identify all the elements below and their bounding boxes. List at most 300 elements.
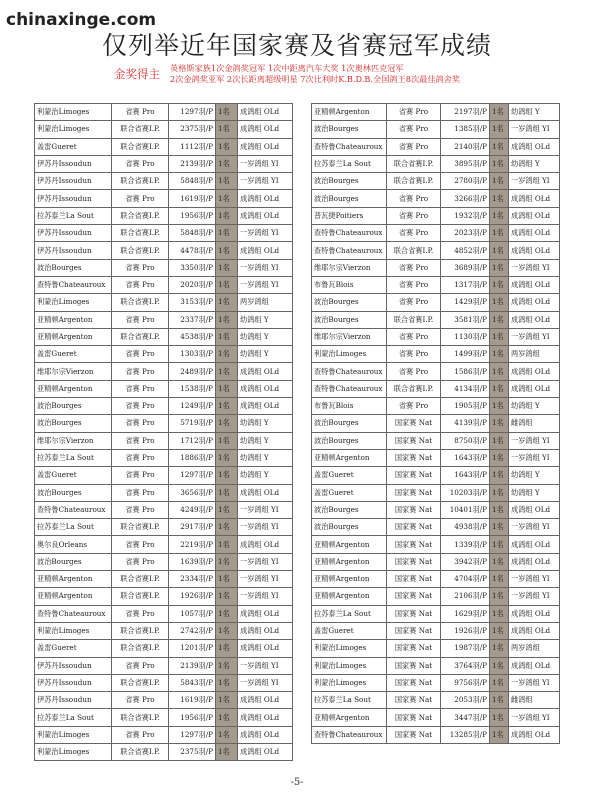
age-class-cell: 幼鸽组 Y bbox=[238, 467, 293, 484]
table-row bbox=[312, 640, 560, 657]
race-location-cell: 布鲁瓦Blois bbox=[312, 276, 387, 293]
bird-count-cell: 1956羽/P bbox=[169, 207, 216, 224]
table-row bbox=[35, 622, 293, 639]
table-row bbox=[35, 155, 293, 172]
table-row bbox=[312, 674, 560, 691]
race-location-cell: 亚精顿Argenton bbox=[312, 709, 387, 726]
race-level-cell: 国家赛 Nat bbox=[387, 709, 441, 726]
results-table-left bbox=[34, 103, 293, 761]
rank-cell: 1名 bbox=[216, 398, 238, 415]
age-class-cell: 一岁鸽组 YI bbox=[238, 519, 293, 536]
race-location-cell: 利蒙治Limoges bbox=[312, 346, 387, 363]
bird-count-cell: 1317羽/P bbox=[441, 276, 490, 293]
bird-count-cell: 4249羽/P bbox=[169, 501, 216, 518]
race-location-cell: 伊苏丹Issoudun bbox=[35, 173, 112, 190]
race-level-cell: 省赛 Pro bbox=[112, 501, 169, 518]
race-location-cell: 波治Bourges bbox=[35, 398, 112, 415]
age-class-cell: 成鸽组 OLd bbox=[238, 363, 293, 380]
race-level-cell: 联合省赛I.P. bbox=[112, 519, 169, 536]
race-location-cell: 利蒙治Limoges bbox=[35, 121, 112, 138]
bird-count-cell: 2023羽/P bbox=[441, 225, 490, 242]
table-row bbox=[312, 501, 560, 518]
rank-cell: 1名 bbox=[216, 432, 238, 449]
race-location-cell: 查特鲁Chateauroux bbox=[312, 138, 387, 155]
rank-cell: 1名 bbox=[216, 346, 238, 363]
race-level-cell: 省赛 Pro bbox=[387, 121, 441, 138]
age-class-cell: 幼鸽组 Y bbox=[509, 467, 560, 484]
race-location-cell: 查特鲁Chateauroux bbox=[312, 380, 387, 397]
race-level-cell: 联合省赛I.P. bbox=[112, 674, 169, 691]
race-level-cell: 省赛 Pro bbox=[387, 398, 441, 415]
table-row bbox=[35, 346, 293, 363]
race-location-cell: 盖雷Gueret bbox=[35, 640, 112, 657]
rank-cell: 1名 bbox=[490, 346, 509, 363]
table-row bbox=[35, 276, 293, 293]
race-level-cell: 省赛 Pro bbox=[112, 467, 169, 484]
award-line-1: 英格斯家族1次金鸽奖冠军 1次中距离汽车大奖 1次奥林匹克冠军 bbox=[170, 63, 404, 73]
table-row bbox=[35, 294, 293, 311]
table-row bbox=[35, 380, 293, 397]
rank-cell: 1名 bbox=[216, 311, 238, 328]
age-class-cell: 成鸽组 OLd bbox=[238, 121, 293, 138]
race-level-cell: 联合省赛I.P. bbox=[112, 622, 169, 639]
bird-count-cell: 3266羽/P bbox=[441, 190, 490, 207]
bird-count-cell: 1619羽/P bbox=[169, 692, 216, 709]
race-location-cell: 亚精顿Argenton bbox=[35, 380, 112, 397]
race-location-cell: 盖雷Gueret bbox=[312, 467, 387, 484]
race-level-cell: 省赛 Pro bbox=[387, 104, 441, 121]
rank-cell: 1名 bbox=[216, 449, 238, 466]
race-location-cell: 波治Bourges bbox=[312, 121, 387, 138]
race-location-cell: 维耶尔宗Vierzon bbox=[35, 432, 112, 449]
table-row bbox=[35, 674, 293, 691]
bird-count-cell: 2375羽/P bbox=[169, 743, 216, 760]
race-location-cell: 拉苏泰兰La Sout bbox=[312, 605, 387, 622]
table-row bbox=[35, 415, 293, 432]
race-level-cell: 国家赛 Nat bbox=[387, 432, 441, 449]
race-location-cell: 伊苏丹Issoudun bbox=[35, 225, 112, 242]
rank-cell: 1名 bbox=[490, 225, 509, 242]
rank-cell: 1名 bbox=[216, 709, 238, 726]
table-row bbox=[35, 104, 293, 121]
age-class-cell: 成鸽组 OLd bbox=[238, 484, 293, 501]
rank-cell: 1名 bbox=[216, 622, 238, 639]
table-row bbox=[35, 501, 293, 518]
race-level-cell: 省赛 Pro bbox=[112, 553, 169, 570]
age-class-cell: 成鸽组 OLd bbox=[238, 104, 293, 121]
race-level-cell: 省赛 Pro bbox=[112, 726, 169, 743]
bird-count-cell: 1130羽/P bbox=[441, 328, 490, 345]
race-level-cell: 联合省赛I.P. bbox=[112, 225, 169, 242]
race-location-cell: 拉苏泰兰La Sout bbox=[35, 449, 112, 466]
table-row bbox=[312, 346, 560, 363]
age-class-cell: 幼鸽组 Y bbox=[509, 398, 560, 415]
bird-count-cell: 1905羽/P bbox=[441, 398, 490, 415]
age-class-cell: 成鸽组 OLd bbox=[238, 242, 293, 259]
age-class-cell: 幼鸽组 Y bbox=[238, 415, 293, 432]
bird-count-cell: 3895羽/P bbox=[441, 155, 490, 172]
rank-cell: 1名 bbox=[490, 276, 509, 293]
table-row bbox=[312, 709, 560, 726]
race-location-cell: 盖雷Gueret bbox=[35, 138, 112, 155]
race-location-cell: 利蒙治Limoges bbox=[35, 104, 112, 121]
race-level-cell: 联合省赛I.P. bbox=[112, 571, 169, 588]
bird-count-cell: 2742羽/P bbox=[169, 622, 216, 639]
race-location-cell: 亚精顿Argenton bbox=[35, 328, 112, 345]
rank-cell: 1名 bbox=[490, 207, 509, 224]
rank-cell: 1名 bbox=[216, 484, 238, 501]
age-class-cell: 成鸽组 OLd bbox=[509, 553, 560, 570]
race-level-cell: 国家赛 Nat bbox=[387, 415, 441, 432]
race-level-cell: 联合省赛I.P. bbox=[112, 709, 169, 726]
age-class-cell: 雌鸽组 bbox=[509, 415, 560, 432]
race-level-cell: 省赛 Pro bbox=[112, 276, 169, 293]
bird-count-cell: 5719羽/P bbox=[169, 415, 216, 432]
race-level-cell: 国家赛 Nat bbox=[387, 519, 441, 536]
race-location-cell: 波治Bourges bbox=[312, 519, 387, 536]
table-row bbox=[312, 553, 560, 570]
race-location-cell: 波治Bourges bbox=[35, 259, 112, 276]
bird-count-cell: 1057羽/P bbox=[169, 605, 216, 622]
rank-cell: 1名 bbox=[490, 242, 509, 259]
race-level-cell: 国家赛 Nat bbox=[387, 640, 441, 657]
age-class-cell: 成鸽组 OLd bbox=[509, 501, 560, 518]
race-location-cell: 查特鲁Chateauroux bbox=[312, 225, 387, 242]
bird-count-cell: 3656羽/P bbox=[169, 484, 216, 501]
age-class-cell: 一岁鸽组 YI bbox=[509, 588, 560, 605]
bird-count-cell: 5848羽/P bbox=[169, 225, 216, 242]
race-level-cell: 联合省赛I.P. bbox=[112, 121, 169, 138]
race-level-cell: 省赛 Pro bbox=[112, 104, 169, 121]
race-level-cell: 省赛 Pro bbox=[112, 657, 169, 674]
bird-count-cell: 1339羽/P bbox=[441, 536, 490, 553]
bird-count-cell: 2053羽/P bbox=[441, 692, 490, 709]
bird-count-cell: 4852羽/P bbox=[441, 242, 490, 259]
race-level-cell: 国家赛 Nat bbox=[387, 605, 441, 622]
race-level-cell: 联合省赛I.P. bbox=[387, 242, 441, 259]
table-row bbox=[35, 743, 293, 760]
bird-count-cell: 5848羽/P bbox=[169, 173, 216, 190]
table-row bbox=[312, 449, 560, 466]
age-class-cell: 一岁鸽组 YI bbox=[238, 276, 293, 293]
race-location-cell: 拉苏泰兰La Sout bbox=[35, 709, 112, 726]
age-class-cell: 成鸽组 OLd bbox=[238, 640, 293, 657]
bird-count-cell: 1385羽/P bbox=[441, 121, 490, 138]
table-row bbox=[35, 138, 293, 155]
rank-cell: 1名 bbox=[216, 104, 238, 121]
race-location-cell: 盖雷Gueret bbox=[35, 467, 112, 484]
race-location-cell: 拉苏泰兰La Sout bbox=[35, 207, 112, 224]
race-level-cell: 联合省赛I.P. bbox=[112, 328, 169, 345]
bird-count-cell: 1112羽/P bbox=[169, 138, 216, 155]
age-class-cell: 成鸽组 OLd bbox=[509, 207, 560, 224]
race-location-cell: 伊苏丹Issoudun bbox=[35, 657, 112, 674]
age-class-cell: 一岁鸽组 YI bbox=[238, 588, 293, 605]
age-class-cell: 一岁鸽组 YI bbox=[509, 449, 560, 466]
race-level-cell: 省赛 Pro bbox=[112, 449, 169, 466]
bird-count-cell: 1956羽/P bbox=[169, 709, 216, 726]
race-location-cell: 波治Bourges bbox=[312, 432, 387, 449]
race-level-cell: 联合省赛I.P. bbox=[387, 173, 441, 190]
race-location-cell: 伊苏丹Issoudun bbox=[35, 190, 112, 207]
age-class-cell: 成鸽组 OLd bbox=[238, 709, 293, 726]
race-location-cell: 伊苏丹Issoudun bbox=[35, 692, 112, 709]
table-row bbox=[312, 605, 560, 622]
table-row bbox=[312, 155, 560, 172]
rank-cell: 1名 bbox=[490, 709, 509, 726]
table-row bbox=[35, 259, 293, 276]
rank-cell: 1名 bbox=[490, 363, 509, 380]
bird-count-cell: 3764羽/P bbox=[441, 657, 490, 674]
table-row bbox=[312, 328, 560, 345]
bird-count-cell: 1201羽/P bbox=[169, 640, 216, 657]
rank-cell: 1名 bbox=[490, 190, 509, 207]
bird-count-cell: 1932羽/P bbox=[441, 207, 490, 224]
rank-cell: 1名 bbox=[216, 242, 238, 259]
race-location-cell: 维耶尔宗Vierzon bbox=[312, 259, 387, 276]
table-row bbox=[312, 225, 560, 242]
race-location-cell: 查特鲁Chateauroux bbox=[312, 363, 387, 380]
race-level-cell: 联合省赛I.P. bbox=[112, 173, 169, 190]
age-class-cell: 幼鸽组 Y bbox=[238, 311, 293, 328]
rank-cell: 1名 bbox=[216, 138, 238, 155]
bird-count-cell: 5843羽/P bbox=[169, 674, 216, 691]
race-location-cell: 亚精顿Argenton bbox=[35, 311, 112, 328]
table-row bbox=[312, 380, 560, 397]
table-row bbox=[35, 225, 293, 242]
race-level-cell: 联合省赛I.P. bbox=[112, 588, 169, 605]
table-row bbox=[312, 259, 560, 276]
rank-cell: 1名 bbox=[490, 138, 509, 155]
race-location-cell: 拉苏泰兰La Sout bbox=[35, 519, 112, 536]
race-location-cell: 维耶尔宗Vierzon bbox=[312, 328, 387, 345]
bird-count-cell: 3581羽/P bbox=[441, 311, 490, 328]
table-row bbox=[35, 190, 293, 207]
race-level-cell: 省赛 Pro bbox=[387, 294, 441, 311]
rank-cell: 1名 bbox=[490, 484, 509, 501]
rank-cell: 1名 bbox=[216, 571, 238, 588]
race-location-cell: 布鲁瓦Blois bbox=[312, 398, 387, 415]
rank-cell: 1名 bbox=[216, 294, 238, 311]
bird-count-cell: 1297羽/P bbox=[169, 726, 216, 743]
table-row bbox=[35, 328, 293, 345]
bird-count-cell: 2139羽/P bbox=[169, 155, 216, 172]
rank-cell: 1名 bbox=[216, 259, 238, 276]
race-level-cell: 省赛 Pro bbox=[387, 259, 441, 276]
race-location-cell: 拉苏泰兰La Sout bbox=[312, 155, 387, 172]
race-level-cell: 联合省赛I.P. bbox=[112, 207, 169, 224]
race-location-cell: 盖雷Gueret bbox=[312, 484, 387, 501]
race-level-cell: 省赛 Pro bbox=[112, 484, 169, 501]
race-level-cell: 联合省赛I.P. bbox=[112, 743, 169, 760]
race-location-cell: 维耶尔宗Vierzon bbox=[35, 363, 112, 380]
rank-cell: 1名 bbox=[490, 380, 509, 397]
race-level-cell: 国家赛 Nat bbox=[387, 726, 441, 743]
age-class-cell: 幼鸽组 Y bbox=[238, 346, 293, 363]
rank-cell: 1名 bbox=[490, 553, 509, 570]
race-level-cell: 省赛 Pro bbox=[387, 276, 441, 293]
race-location-cell: 伊苏丹Issoudun bbox=[35, 674, 112, 691]
age-class-cell: 一岁鸽组 YI bbox=[238, 173, 293, 190]
age-class-cell: 雌鸽组 bbox=[509, 692, 560, 709]
race-level-cell: 联合省赛I.P. bbox=[112, 640, 169, 657]
bird-count-cell: 1249羽/P bbox=[169, 398, 216, 415]
bird-count-cell: 4134羽/P bbox=[441, 380, 490, 397]
rank-cell: 1名 bbox=[490, 657, 509, 674]
rank-cell: 1名 bbox=[216, 467, 238, 484]
age-class-cell: 一岁鸽组 YI bbox=[238, 225, 293, 242]
table-row bbox=[312, 415, 560, 432]
rank-cell: 1名 bbox=[490, 121, 509, 138]
age-class-cell: 一岁鸽组 YI bbox=[238, 674, 293, 691]
age-class-cell: 幼鸽组 Y bbox=[509, 104, 560, 121]
race-location-cell: 奥尔良Orleans bbox=[35, 536, 112, 553]
table-row bbox=[312, 138, 560, 155]
table-row bbox=[312, 571, 560, 588]
age-class-cell: 幼鸽组 Y bbox=[238, 328, 293, 345]
race-location-cell: 亚精顿Argenton bbox=[312, 449, 387, 466]
age-class-cell: 幼鸽组 Y bbox=[509, 484, 560, 501]
table-row bbox=[35, 398, 293, 415]
table-row bbox=[312, 121, 560, 138]
rank-cell: 1名 bbox=[216, 190, 238, 207]
table-row bbox=[35, 657, 293, 674]
bird-count-cell: 1886羽/P bbox=[169, 449, 216, 466]
age-class-cell: 成鸽组 OLd bbox=[509, 311, 560, 328]
age-class-cell: 成鸽组 OLd bbox=[509, 294, 560, 311]
rank-cell: 1名 bbox=[216, 415, 238, 432]
race-location-cell: 利蒙治Limoges bbox=[35, 743, 112, 760]
race-level-cell: 联合省赛I.P. bbox=[387, 155, 441, 172]
rank-cell: 1名 bbox=[490, 571, 509, 588]
race-level-cell: 省赛 Pro bbox=[387, 363, 441, 380]
rank-cell: 1名 bbox=[216, 328, 238, 345]
table-row bbox=[35, 553, 293, 570]
rank-cell: 1名 bbox=[490, 328, 509, 345]
table-row bbox=[35, 432, 293, 449]
age-class-cell: 成鸽组 OLd bbox=[238, 743, 293, 760]
race-level-cell: 省赛 Pro bbox=[112, 605, 169, 622]
rank-cell: 1名 bbox=[216, 726, 238, 743]
table-row bbox=[312, 588, 560, 605]
age-class-cell: 成鸽组 OLd bbox=[238, 536, 293, 553]
race-level-cell: 国家赛 Nat bbox=[387, 536, 441, 553]
age-class-cell: 成鸽组 OLd bbox=[509, 622, 560, 639]
rank-cell: 1名 bbox=[216, 501, 238, 518]
race-location-cell: 波治Bourges bbox=[312, 190, 387, 207]
race-location-cell: 利蒙治Limoges bbox=[35, 294, 112, 311]
race-location-cell: 亚精顿Argenton bbox=[312, 588, 387, 605]
rank-cell: 1名 bbox=[490, 501, 509, 518]
bird-count-cell: 1303羽/P bbox=[169, 346, 216, 363]
rank-cell: 1名 bbox=[490, 294, 509, 311]
rank-cell: 1名 bbox=[490, 311, 509, 328]
race-level-cell: 国家赛 Nat bbox=[387, 622, 441, 639]
age-class-cell: 成鸽组 OLd bbox=[238, 190, 293, 207]
rank-cell: 1名 bbox=[490, 622, 509, 639]
race-level-cell: 省赛 Pro bbox=[112, 363, 169, 380]
rank-cell: 1名 bbox=[490, 155, 509, 172]
age-class-cell: 一岁鸽组 YI bbox=[238, 571, 293, 588]
table-row bbox=[35, 536, 293, 553]
rank-cell: 1名 bbox=[490, 259, 509, 276]
bird-count-cell: 2219羽/P bbox=[169, 536, 216, 553]
age-class-cell: 成鸽组 OLd bbox=[509, 363, 560, 380]
race-location-cell: 亚精顿Argenton bbox=[35, 588, 112, 605]
rank-cell: 1名 bbox=[216, 225, 238, 242]
race-level-cell: 国家赛 Nat bbox=[387, 484, 441, 501]
bird-count-cell: 1712羽/P bbox=[169, 432, 216, 449]
age-class-cell: 成鸽组 OLd bbox=[238, 138, 293, 155]
age-class-cell: 成鸽组 OLd bbox=[238, 398, 293, 415]
rank-cell: 1名 bbox=[490, 173, 509, 190]
table-row bbox=[312, 190, 560, 207]
age-class-cell: 一岁鸽组 YI bbox=[509, 674, 560, 691]
rank-cell: 1名 bbox=[490, 536, 509, 553]
race-level-cell: 国家赛 Nat bbox=[387, 571, 441, 588]
age-class-cell: 两岁鸽组 bbox=[238, 294, 293, 311]
age-class-cell: 成鸽组 OLd bbox=[509, 536, 560, 553]
rank-cell: 1名 bbox=[490, 104, 509, 121]
table-row bbox=[35, 588, 293, 605]
rank-cell: 1名 bbox=[216, 553, 238, 570]
bird-count-cell: 1643羽/P bbox=[441, 467, 490, 484]
rank-cell: 1名 bbox=[216, 173, 238, 190]
race-location-cell: 波治Bourges bbox=[312, 501, 387, 518]
race-location-cell: 亚精顿Argenton bbox=[312, 553, 387, 570]
table-row bbox=[312, 311, 560, 328]
rank-cell: 1名 bbox=[216, 605, 238, 622]
table-row bbox=[312, 207, 560, 224]
table-row bbox=[35, 692, 293, 709]
age-class-cell: 一岁鸽组 YI bbox=[509, 709, 560, 726]
bird-count-cell: 1629羽/P bbox=[441, 605, 490, 622]
page-number: -5- bbox=[290, 777, 304, 788]
table-row bbox=[312, 398, 560, 415]
race-level-cell: 联合省赛I.P. bbox=[112, 294, 169, 311]
race-level-cell: 省赛 Pro bbox=[112, 311, 169, 328]
bird-count-cell: 4538羽/P bbox=[169, 328, 216, 345]
bird-count-cell: 2917羽/P bbox=[169, 519, 216, 536]
race-location-cell: 盖雷Gueret bbox=[312, 622, 387, 639]
bird-count-cell: 2337羽/P bbox=[169, 311, 216, 328]
race-level-cell: 联合省赛I.P. bbox=[387, 311, 441, 328]
rank-cell: 1名 bbox=[490, 519, 509, 536]
age-class-cell: 成鸽组 OLd bbox=[509, 605, 560, 622]
race-level-cell: 省赛 Pro bbox=[387, 190, 441, 207]
race-level-cell: 国家赛 Nat bbox=[387, 553, 441, 570]
age-class-cell: 一岁鸽组 YI bbox=[238, 259, 293, 276]
rank-cell: 1名 bbox=[216, 519, 238, 536]
age-class-cell: 成鸽组 OLd bbox=[509, 225, 560, 242]
table-row bbox=[312, 432, 560, 449]
table-row bbox=[312, 173, 560, 190]
bird-count-cell: 3447羽/P bbox=[441, 709, 490, 726]
race-level-cell: 省赛 Pro bbox=[112, 346, 169, 363]
rank-cell: 1名 bbox=[490, 415, 509, 432]
race-location-cell: 利蒙治Limoges bbox=[312, 640, 387, 657]
bird-count-cell: 1538羽/P bbox=[169, 380, 216, 397]
age-class-cell: 成鸽组 OLd bbox=[238, 605, 293, 622]
rank-cell: 1名 bbox=[490, 467, 509, 484]
race-location-cell: 查特鲁Chateauroux bbox=[35, 605, 112, 622]
age-class-cell: 成鸽组 OLd bbox=[509, 726, 560, 743]
bird-count-cell: 2334羽/P bbox=[169, 571, 216, 588]
page-title: 仅列举近年国家赛及省赛冠军成绩 bbox=[101, 31, 492, 60]
bird-count-cell: 2139羽/P bbox=[169, 657, 216, 674]
table-row bbox=[35, 571, 293, 588]
award-line-2: 2次金鸽奖亚军 2次长距离超级明星 7次比利时K.B.D.B.全国鸽王8次最佳鸽舍奖 bbox=[170, 74, 461, 84]
